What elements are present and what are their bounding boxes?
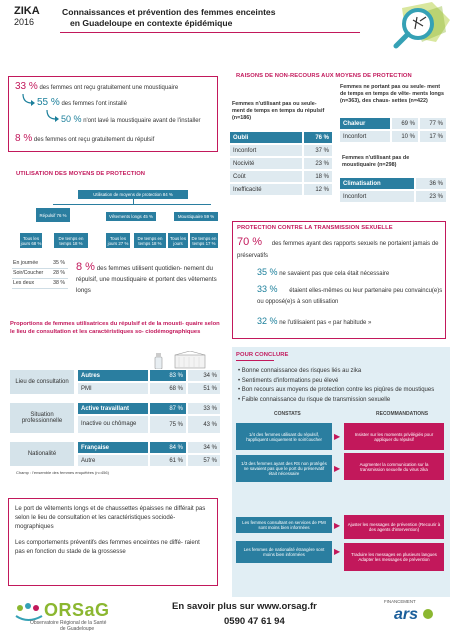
group-label-text: Lieu de consultation — [15, 379, 69, 385]
stat-4-text: des femmes ont reçu gratuitement du répulsif — [33, 137, 155, 143]
moment-row — [12, 279, 68, 289]
stat-1-text: des femmes ont reçu gratuitement une moustiquaire — [39, 85, 179, 91]
raisons-mous-table — [340, 178, 446, 202]
row-label: Inefficacité — [230, 184, 302, 195]
row-val-a: 75 % — [150, 416, 186, 433]
reco-box: Augmenter la communication sur la transmission sexuelle du virus zika — [344, 453, 444, 480]
row-val-a: 10 % — [392, 131, 418, 142]
col-constats: CONSTATS — [274, 411, 301, 417]
row-val-b: 17 % — [420, 131, 446, 142]
flow-branch-repulsif: Répulsif 76 % — [36, 208, 70, 222]
protection-main-pct: 70 % — [237, 236, 263, 248]
flow-branch-vetements: Vêtements longs 45 % — [106, 212, 156, 221]
protection-item-pct: 33 % — [257, 284, 278, 294]
raisons-mous-header: Femmes n'utilisant pas de moustiquaire (n=298) — [342, 155, 410, 168]
group-nationalite — [10, 440, 220, 468]
stat-4 — [15, 133, 154, 144]
table-row — [340, 178, 446, 189]
protection-item-1 — [257, 267, 443, 277]
row-value: 76 % — [304, 132, 332, 143]
flow-sub-mous-2: De temps en temps 17 % — [190, 233, 218, 248]
moment-label: En journée — [13, 260, 39, 267]
group-label — [10, 403, 74, 433]
flow-sub-repulsif-1: Tous les jours 68 % — [20, 233, 42, 248]
protection-main-text: des femmes ayant des rapports sexuels ne portaient jamais de préservatifs — [237, 241, 439, 259]
flow-sub-repulsif-2: De temps en temps 18 % — [54, 233, 88, 248]
protection-title: PROTECTION CONTRE LA TRANSMISSION SEXUELLE — [237, 225, 393, 231]
footer-phone: 0590 47 61 94 — [224, 616, 285, 627]
moment-label: Soir/Coucher — [13, 270, 44, 277]
row-val-a: 84 % — [150, 442, 186, 453]
conclusion-panel — [232, 347, 450, 597]
header-title-1: Connaissances et prévention des femmes enceintes — [62, 7, 276, 17]
group-label — [10, 370, 74, 394]
row-val-b: 51 % — [188, 383, 220, 394]
repulsif-note: Champ : l'ensemble des femmes enquêtées (n=456) — [16, 470, 109, 475]
reco-box: Traduire les messages en plusieurs langues Adapter les messages de prévention — [344, 543, 444, 571]
arrow-right-icon: ▶ — [334, 547, 341, 556]
flow-sub-vet-2: De temps en temps 18 % — [134, 233, 166, 248]
table-row — [78, 416, 220, 433]
table-row — [230, 184, 332, 195]
table-row — [340, 191, 446, 202]
row-label: Française — [78, 442, 148, 453]
row-label: PMI — [78, 383, 148, 394]
usage-title: UTILISATION DES MOYENS DE PROTECTION — [16, 171, 146, 177]
moment-value: 38 % — [53, 280, 65, 287]
group-label — [10, 442, 74, 466]
conclusion-bullet: • Bon recours aux moyens de protection contre les piqûres de moustiques — [238, 387, 435, 393]
arrow-right-icon: ▶ — [334, 521, 341, 530]
row-value: 23 % — [416, 191, 446, 202]
curved-arrow-icon — [21, 93, 35, 111]
orsag-logo-sub2: de Guadeloupe — [60, 626, 95, 632]
protection-main — [237, 236, 441, 262]
header — [0, 0, 458, 48]
raisons-left-table — [230, 132, 332, 195]
bottom-text-2: Les comportements préventifs des femmes enceintes ne diffé- raient pas en fonction du stade de la grossesse — [15, 538, 200, 555]
moment-value: 35 % — [53, 260, 65, 267]
usage-stat-text: des femmes utilisent quotidien- nement du répulsif, une moustiquaire et portent des vêtements longs — [76, 265, 217, 294]
row-label: Inconfort — [340, 131, 390, 142]
usage-stat — [76, 262, 218, 296]
table-row — [78, 383, 220, 394]
orsag-logo-sub1: Observatoire Régional de la Santé — [30, 620, 107, 626]
group-label-text: Situation professionnelle — [21, 412, 63, 424]
moment-row — [12, 259, 68, 269]
bottom-text-box — [8, 498, 218, 586]
constat-box: 1/3 des femmes ayant des RS non protégés ne savaient pas que le port du préservatif était nécessaire — [236, 455, 332, 482]
conclusion-bullet: • Sentiments d'informations peu élevé — [238, 377, 339, 384]
arrow-right-icon: ▶ — [334, 432, 341, 441]
group-situation — [10, 401, 220, 435]
row-label: Inconfort — [230, 145, 302, 156]
table-row — [230, 158, 332, 169]
table-row — [340, 131, 446, 142]
flow-sub-mous-1: Tous les jours — [168, 233, 188, 248]
flow-root: Utilisation de moyens de protection 84 % — [78, 190, 188, 199]
row-val-b: 33 % — [188, 403, 220, 414]
table-row — [340, 118, 446, 129]
table-row — [78, 370, 220, 381]
protection-item-3 — [257, 316, 443, 326]
conclusion-bullet: • Faible connaissance du risque de transmission sexuelle — [238, 396, 391, 403]
raisons-left-header: Femmes n'utilisant pas ou seule- ment de temps en temps du répulsif (n=186) — [232, 101, 325, 121]
stat-1-pct: 33 % — [15, 81, 38, 92]
constat-box: Les femmes de nationalité étrangère sont moins bien informées — [236, 541, 332, 563]
table-row — [230, 145, 332, 156]
ars-logo — [394, 606, 433, 624]
row-label: Inactive ou chômage — [78, 416, 148, 433]
ars-swoosh-icon — [423, 609, 433, 619]
raisons-right-header: Femmes ne portant pas ou seule- ment de temps en temps de vête- ments longs (n=363), des chaus- settes (n=422) — [340, 84, 444, 104]
row-value: 18 % — [304, 171, 332, 182]
row-value: 12 % — [304, 184, 332, 195]
conclusion-bullet: • Bonne connaissance des risques liés au zika — [238, 368, 362, 374]
protection-item-pct: 35 % — [257, 267, 278, 277]
row-label: Coût — [230, 171, 302, 182]
row-val-b: 43 % — [188, 416, 220, 433]
stat-1 — [15, 81, 178, 92]
usage-stat-pct: 8 % — [76, 261, 95, 273]
header-year: 2016 — [14, 17, 35, 27]
raisons-title: RAISONS DE NON-RECOURS AUX MOYENS DE PROTECTION — [236, 73, 412, 79]
protection-item-2 — [257, 284, 443, 308]
conclusion-bullets — [238, 367, 446, 405]
table-row — [230, 132, 332, 143]
mosquito-lens-icon — [372, 2, 452, 50]
repulsif-title: Proportions de femmes utilisatrices du répulsif et de la mousti- quaire selon le lieu de consultation et les caractéristiques so- ciodémographiques — [10, 321, 220, 336]
row-value: 23 % — [304, 158, 332, 169]
table-row — [230, 171, 332, 182]
ars-logo-text: ars — [394, 606, 419, 623]
flow-branch-moustiquaire: Moustiquaire 59 % — [174, 212, 218, 221]
row-val-b: 77 % — [420, 118, 446, 129]
moment-label: Les deux — [13, 280, 35, 287]
row-label: Chaleur — [340, 118, 390, 129]
reco-box: Insister sur les moments privilégiés pour appliquer du répulsif — [344, 423, 444, 450]
protection-box — [232, 221, 446, 339]
row-label: Autres — [78, 370, 148, 381]
row-val-a: 87 % — [150, 403, 186, 414]
protection-item-text: ne l'utilisaient pas « par habitude » — [279, 320, 372, 326]
row-label: Oubli — [230, 132, 302, 143]
stat-2-text: des femmes l'ont installé — [61, 101, 127, 107]
protection-item-text: ne savaient pas que cela était nécessaire — [279, 271, 390, 277]
constat-box: 1/4 des femmes utilisant du répulsif, l'appliquent uniquement le soir/coucher — [236, 423, 332, 450]
curved-arrow-icon — [45, 109, 59, 127]
row-val-b: 34 % — [188, 442, 220, 453]
conclusion-title: POUR CONCLURE — [236, 352, 289, 358]
header-org: ZIKA — [14, 5, 40, 17]
raisons-right-table — [340, 118, 446, 142]
stat-4-pct: 8 % — [15, 133, 33, 144]
moments-table — [12, 259, 68, 289]
usage-flowchart — [8, 185, 220, 265]
reco-box: Ajuster les messages de prévention (Recourir à des agents d'intervention) — [344, 515, 444, 539]
row-val-a: 68 % — [150, 383, 186, 394]
row-label: Inconfort — [340, 191, 414, 202]
row-val-b: 34 % — [188, 370, 220, 381]
orsag-logo-name: ORSaG — [44, 600, 110, 620]
stat-3 — [61, 114, 201, 124]
row-label: Autre — [78, 455, 148, 466]
col-reco: RECOMMANDATIONS — [376, 411, 429, 417]
row-val-a: 61 % — [150, 455, 186, 466]
table-row — [78, 442, 220, 453]
footer-funding: FINANCEMENT — [384, 599, 416, 604]
row-val-a: 69 % — [392, 118, 418, 129]
stat-2-pct: 55 % — [37, 97, 60, 108]
stat-3-text: n'ont lavé la moustiquaire avant de l'installer — [83, 118, 201, 124]
moment-row — [12, 269, 68, 279]
table-row — [78, 455, 220, 466]
protection-item-pct: 32 % — [257, 316, 278, 326]
bottom-text-1: Le port de vêtements longs et de chaussettes épaisses ne différait pas selon le lieu de consultation et les caractéristiques sociodé- mographiques — [15, 505, 206, 531]
row-label: Nocivité — [230, 158, 302, 169]
flow-sub-vet-1: Tous les jours 27 % — [106, 233, 130, 248]
row-value: 37 % — [304, 145, 332, 156]
stat-2 — [37, 97, 127, 108]
moment-value: 28 % — [53, 270, 65, 277]
stat-3-pct: 50 % — [61, 114, 82, 124]
key-stats-box — [8, 76, 218, 152]
footer — [0, 596, 458, 642]
row-label: Climatisation — [340, 178, 414, 189]
table-row — [78, 403, 220, 414]
group-label-text: Nationalité — [27, 451, 57, 457]
group-lieu — [10, 368, 220, 396]
arrow-right-icon: ▶ — [334, 464, 341, 473]
row-val-a: 83 % — [150, 370, 186, 381]
protection-item-text: étaient elles-mêmes ou leur partenaire peu convaincu(e)s ou opposé(e)s à son utilisation — [257, 288, 443, 305]
row-value: 36 % — [416, 178, 446, 189]
row-val-b: 57 % — [188, 455, 220, 466]
row-label: Active travaillant — [78, 403, 148, 414]
header-title-2: en Guadeloupe en contexte épidémique — [70, 18, 233, 28]
footer-cta[interactable]: En savoir plus sur www.orsag.fr — [172, 601, 317, 612]
constat-box: Les femmes consultant en services de PMI sont moins bien informées — [236, 517, 332, 533]
